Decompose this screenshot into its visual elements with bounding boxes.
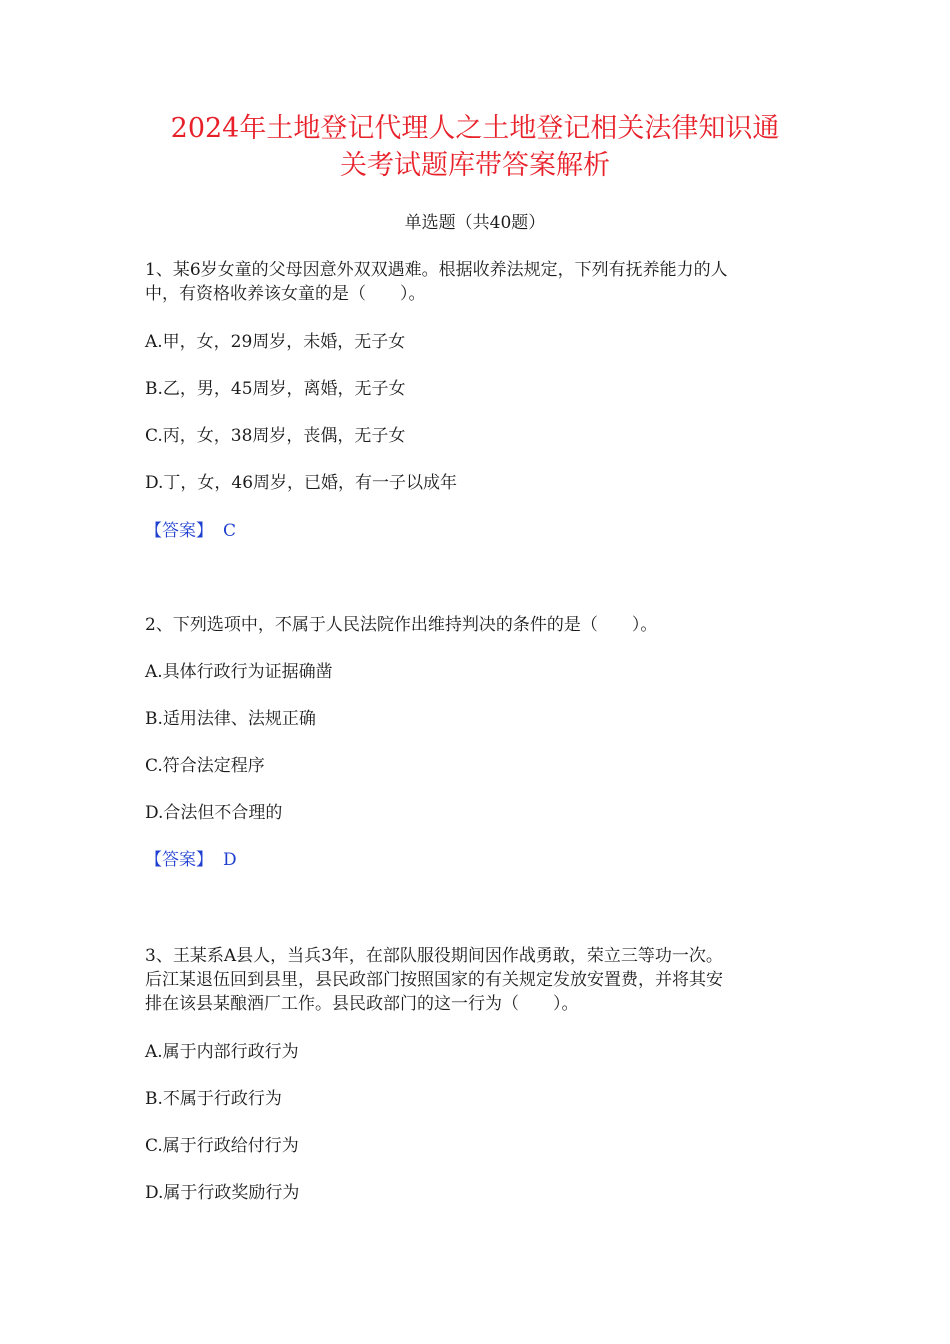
- question-1-option-d: D.丁，女，46周岁，已婚，有一子以成年: [145, 473, 458, 493]
- question-2-option-d: D.合法但不合理的: [145, 803, 283, 823]
- question-1-option-a: A.甲，女，29周岁，未婚，无子女: [145, 332, 406, 352]
- question-1-stem-line-1: 1、某6岁女童的父母因意外双双遇难。根据收养法规定，下列有抚养能力的人: [145, 260, 728, 280]
- question-2-option-c: C.符合法定程序: [145, 756, 265, 776]
- section-heading: 单选题（共40题）: [404, 213, 546, 233]
- question-2-option-a: A.具体行政行为证据确凿: [145, 662, 333, 682]
- question-3-stem-line-2: 后江某退伍回到县里，县民政部门按照国家的有关规定发放安置费，并将其安: [145, 970, 723, 990]
- answer-value: D: [223, 850, 237, 870]
- question-3-stem-line-1: 3、王某系A县人，当兵3年，在部队服役期间因作战勇敢，荣立三等功一次。: [145, 946, 723, 966]
- question-1-stem-line-2: 中，有资格收养该女童的是（ ）。: [145, 284, 426, 304]
- title-line-2: 关考试题库带答案解析: [340, 150, 610, 181]
- question-2-answer: [145, 848, 825, 872]
- question-1-answer: [145, 519, 825, 543]
- document-title: [100, 110, 850, 184]
- answer-value: C: [223, 521, 237, 541]
- question-3-option-d: D.属于行政奖励行为: [145, 1183, 300, 1203]
- answer-label: 【答案】: [145, 850, 213, 870]
- question-3-option-c: C.属于行政给付行为: [145, 1136, 299, 1156]
- question-3-option-b: B.不属于行政行为: [145, 1089, 282, 1109]
- question-3-stem-line-3: 排在该县某酿酒厂工作。县民政部门的这一行为（ ）。: [145, 994, 579, 1014]
- question-1-option-b: B.乙，男，45周岁，离婚，无子女: [145, 379, 406, 399]
- question-2-option-b: B.适用法律、法规正确: [145, 709, 316, 729]
- answer-label: 【答案】: [145, 521, 213, 541]
- title-line-1: 2024年土地登记代理人之土地登记相关法律知识通: [170, 113, 780, 144]
- question-2-stem-line-1: 2、下列选项中，不属于人民法院作出维持判决的条件的是（ ）。: [145, 615, 658, 635]
- question-3-option-a: A.属于内部行政行为: [145, 1042, 299, 1062]
- question-1-option-c: C.丙，女，38周岁，丧偶，无子女: [145, 426, 406, 446]
